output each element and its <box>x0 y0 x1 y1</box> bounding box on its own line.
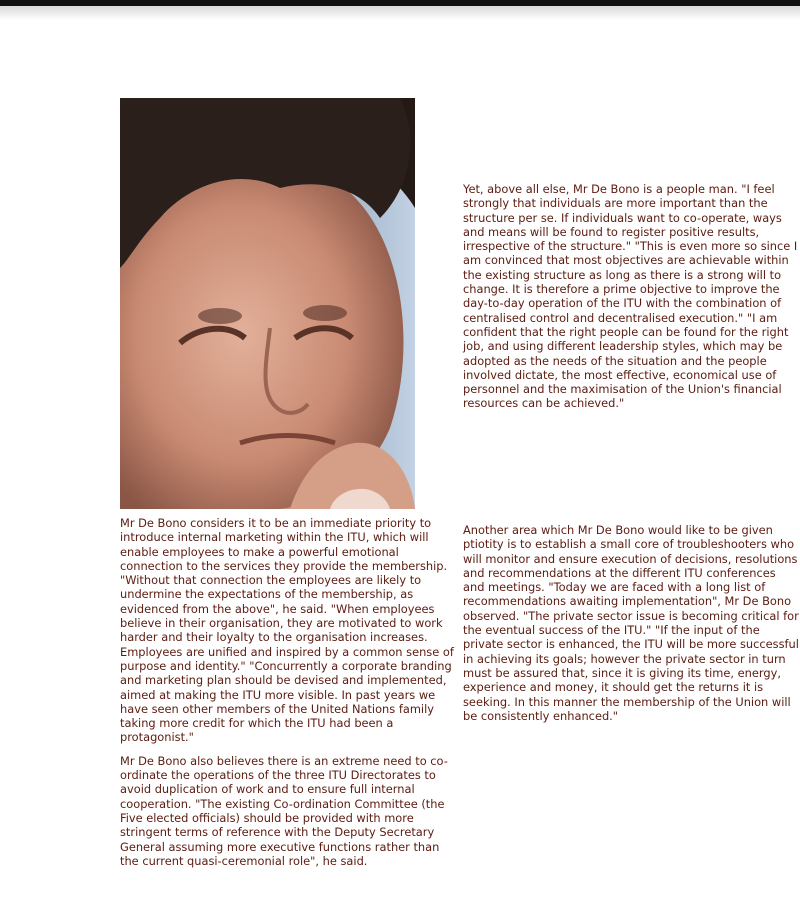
paragraph-people-man: Yet, above all else, Mr De Bono is a people man. "I feel strongly that individuals are more important than the structure per se. If individuals want to co-operate, ways and means will be found to register positive results, irrespective of the structure." "This is even more so since I am convinced that most objectives are achievable within the existing structure as long as there is a strong will to change. It is therefore a prime objective to improve the day-to-day operation of the ITU with the combination of centralised control and decentralised execution." "I am confident that the right people can be found for the right job, and using different leadership styles, which may be adopted as the needs of the situation and the people involved dictate, the most effective, economical use of personnel and the maximisation of the Union's financial resources can be achieved." <box>463 182 798 411</box>
article-column-left <box>120 516 460 877</box>
article-column-right-top <box>463 182 800 420</box>
portrait-photo <box>120 98 415 509</box>
paragraph-troubleshooters: Another area which Mr De Bono would like to be given ptiotity is to establish a small core of troubleshooters who will monitor and ensure execution of decisions, resolutions and recommendations at the different ITU conferences and meetings. "Today we are faced with a long list of recommendations awaiting implementation", Mr De Bono observed. "The private sector issue is becoming critical for the eventual success of the ITU." "If the input of the private sector is enhanced, the ITU will be more successful in achieving its goals; however the private sector in turn must be assured that, since it is giving its time, energy, experience and money, it should get the returns it is seeking. In this manner the membership of the Union will be consistently enhanced." <box>463 523 799 723</box>
portrait-photo-icon <box>120 98 415 509</box>
top-bar-shadow <box>0 6 800 20</box>
article-column-right-bottom <box>463 523 800 732</box>
paragraph-coordination: Mr De Bono also believes there is an extreme need to co-ordinate the operations of the three ITU Directorates to avoid duplication of work and to ensure full internal cooperation. "The existing Co-ordination Committee (the Five elected officials) should be provided with more stringent terms of reference with the Deputy Secretary General assuming more executive functions rather than the current quasi-ceremonial role", he said. <box>120 753 448 868</box>
paragraph-internal-marketing: Mr De Bono considers it to be an immediate priority to introduce internal marketing within the ITU, which will enable employees to make a powerful emotional connection to the services they provide the membership. "Without that connection the employees are likely to undermine the expectations of the membership, as evidenced from the above", he said. "When employees believe in their organisation, they are motivated to work harder and their loyalty to the organisation increases. Employees are unified and inspired by a common sense of purpose and identity." "Concurrently a corporate branding and marketing plan should be devised and implemented, aimed at making the ITU more visible. In past years we have seen other members of the United Nations family taking more credit for which the ITU had been a protagonist." <box>120 516 454 745</box>
